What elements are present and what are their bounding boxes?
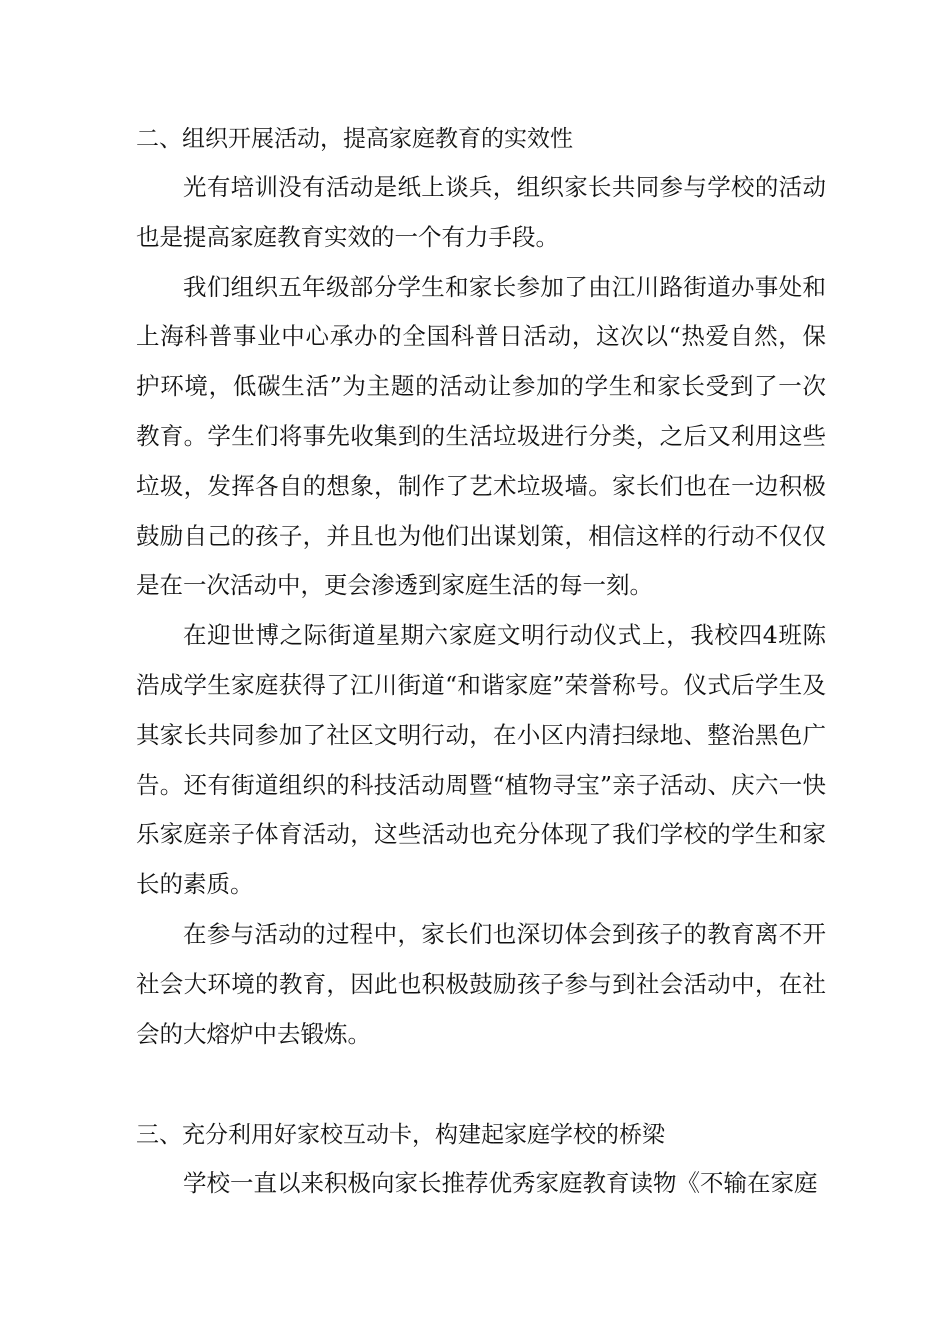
section-heading: 三、充分利用好家校互动卡，构建起家庭学校的桥梁 (136, 1122, 665, 1149)
paragraph: 我们组织五年级部分学生和家长参加了由江川路街道办事处和上海科普事业中心承办的全国科普日活动，这次以“热爱自然，保护环境，低碳生活”为主题的活动让参加的学生和家长受到了一次教育。学生们将事先收集到的生活垃圾进行分类，之后又利用这些垃圾，发挥各自的想象，制作了艺术垃圾墙。家长们也在一边积极鼓励自己的孩子，并且也为他们出谋划策，相信这样的行动不仅仅是在一次活动中，更会渗透到家庭生活的每一刻。 (136, 272, 826, 600)
paragraph: 光有培训没有活动是纸上谈兵，组织家长共同参与学校的活动也是提高家庭教育实效的一个有力手段。 (136, 173, 826, 251)
section-heading: 二、组织开展活动，提高家庭教育的实效性 (136, 126, 573, 152)
paragraph: 在参与活动的过程中，家长们也深切体会到孩子的教育离不开社会大环境的教育，因此也积极鼓励孩子参与到社会活动中，在社会的大熔炉中去锻炼。 (136, 919, 826, 1048)
document-body (136, 115, 826, 1209)
paragraph: 在迎世博之际街道星期六家庭文明行动仪式上，我校四4班陈浩成学生家庭获得了江川街道“和谐家庭”荣誉称号。仪式后学生及其家长共同参加了社区文明行动，在小区内清扫绿地、整治黑色广告。还有街道组织的科技活动周暨“植物寻宝”亲子活动、庆六一快乐家庭亲子体育活动，这些活动也充分体现了我们学校的学生和家长的素质。 (136, 621, 826, 899)
section-spacer (136, 1059, 826, 1111)
paragraph: 学校一直以来积极向家长推荐优秀家庭教育读物《不输在家庭 (183, 1169, 818, 1198)
